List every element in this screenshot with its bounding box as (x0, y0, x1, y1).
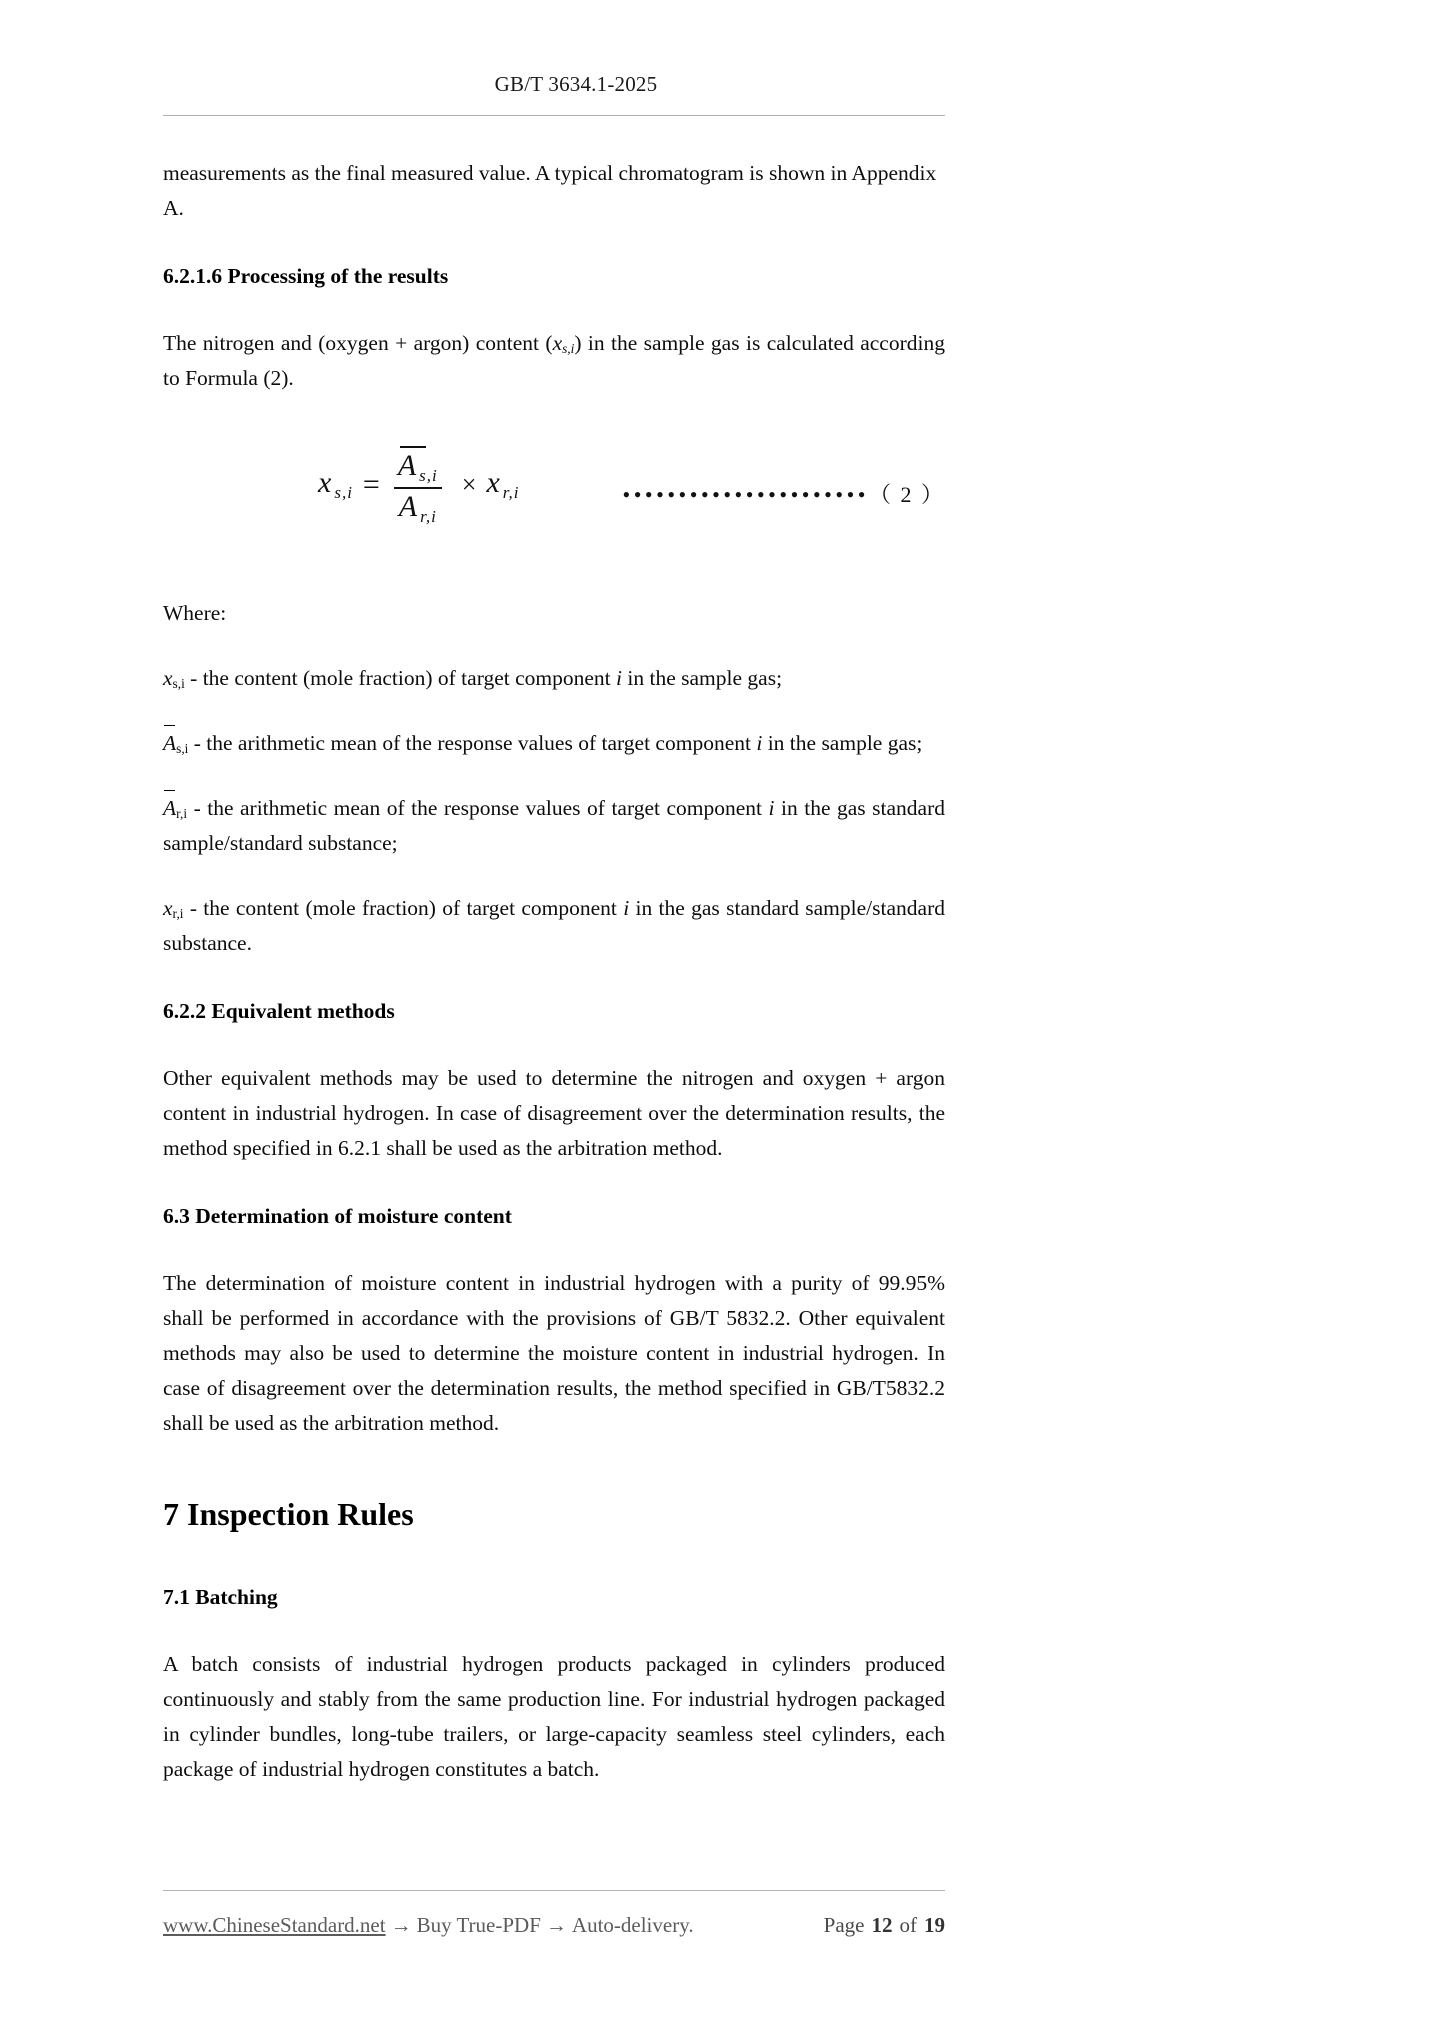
heading-6-3: 6.3 Determination of moisture content (163, 1204, 512, 1228)
formula-fraction-bar (394, 487, 442, 489)
formula-block (163, 436, 945, 556)
formula-number-group (623, 478, 945, 509)
definition-text-a: - the content (mole fraction) of target component (183, 896, 624, 920)
where-label: Where: (163, 601, 227, 625)
definition-symbol: A (163, 791, 176, 826)
definition-text-b: in the sample gas; (622, 666, 783, 690)
footer-line (163, 1913, 945, 1938)
page-total: 19 (924, 1913, 945, 1937)
formula-intro-text-b: ) in the sample gas is calculated according to Formula (2). (163, 331, 945, 390)
definition-italic-i: i (756, 731, 763, 755)
standard-code: GB/T 3634.1-2025 (494, 72, 658, 96)
formula-expression (318, 444, 519, 526)
definition-italic-i: i (768, 796, 775, 820)
heading-6-2-1-6: 6.2.1.6 Processing of the results (163, 264, 449, 288)
auto-delivery-text: Auto-delivery. (571, 1913, 694, 1937)
chinesestandard-link[interactable]: www.ChineseStandard.net (163, 1913, 386, 1937)
paragraph-7-1: A batch consists of industrial hydrogen products packaged in cylinders produced continuously and stably from the same production line. For industrial hydrogen packaged in cylinder bundles, long-tube trailers, or large-capacity seamless steel cylinders, each package of industrial hydrogen constitutes a batch. (163, 1652, 945, 1781)
definition-text-a: - the arithmetic mean of the response values of target component (187, 796, 769, 820)
page-number: 12 (871, 1913, 893, 1937)
definition-text-b: in the sample gas; (762, 731, 923, 755)
definition-subscript: s,i (172, 676, 185, 692)
definition-text-a: - the arithmetic mean of the response values of target component (188, 731, 757, 755)
paragraph-6-3: The determination of moisture content in industrial hydrogen with a purity of 99.95% shall be performed in accordance with the provisions of GB/T 5832.2. Other equivalent methods may also be used to determine the moisture content in industrial hydrogen. In case of disagreement over the determination results, the method specified in GB/T5832.2 shall be used as the arbitration method. (163, 1271, 945, 1435)
formula-denominator: A $_{r,i}$ (398, 489, 437, 526)
formula-intro-subscript: s,i (562, 341, 575, 357)
page-label: Page (823, 1913, 865, 1937)
formula-times-sign: × (461, 469, 477, 499)
formula-fraction (394, 444, 442, 526)
definition-italic-i: i (623, 896, 630, 920)
page-indicator (824, 1913, 945, 1938)
definition-item (163, 791, 945, 861)
definition-item (163, 891, 945, 961)
definition-text-b: in the gas standard sample/standard substance. (163, 896, 945, 955)
definition-item (163, 726, 945, 761)
paragraph-6-2-2: Other equivalent methods may be used to determine the nitrogen and oxygen + argon content in industrial hydrogen. In case of disagreement over the determination results, the method specified in 6.2.1 shall be used as the arbitration method. (163, 1066, 945, 1160)
definition-symbol: A (163, 726, 176, 761)
formula-intro-variable: x (552, 331, 563, 355)
definition-italic-i: i (616, 666, 623, 690)
page-header (163, 0, 945, 116)
of-label: of (899, 1913, 917, 1937)
definition-text-b: in the gas standard sample/standard substance; (163, 796, 945, 855)
formula-intro-paragraph (163, 326, 945, 396)
buy-true-pdf-text: Buy True-PDF (416, 1913, 541, 1937)
heading-7: 7 Inspection Rules (163, 1496, 414, 1532)
formula-number: （ 2 ） (868, 482, 945, 507)
arrow-right-icon: → (390, 1913, 412, 1937)
definition-symbol: x (163, 666, 173, 690)
definition-subscript: r,i (176, 806, 188, 822)
formula-rhs: x $_{r,i}$ (486, 466, 520, 503)
definition-subscript: r,i (172, 906, 184, 922)
definition-symbol: x (163, 896, 173, 920)
footer-divider (163, 1890, 945, 1891)
formula-leader-dots: •••••••••••••••••••••• (622, 482, 869, 507)
arrow-right-icon: → (545, 1913, 567, 1937)
formula-lhs: x $_{s,i}$ (318, 466, 353, 503)
definition-subscript: s,i (176, 741, 189, 757)
definition-text-a: - the content (mole fraction) of target component (184, 666, 617, 690)
formula-numerator: A $_{s,i}$ (394, 444, 442, 485)
heading-6-2-2: 6.2.2 Equivalent methods (163, 999, 395, 1023)
page-content (163, 0, 945, 1787)
formula-intro-text-a: The nitrogen and (oxygen + argon) content ( (163, 331, 553, 355)
page-footer (163, 1882, 945, 1938)
lead-paragraph: measurements as the final measured value. A typical chromatogram is shown in Appendix A. (163, 161, 937, 220)
definition-item (163, 661, 945, 696)
footer-promo (163, 1913, 694, 1938)
heading-7-1: 7.1 Batching (163, 1585, 278, 1609)
formula-equals-sign: = (362, 467, 380, 501)
